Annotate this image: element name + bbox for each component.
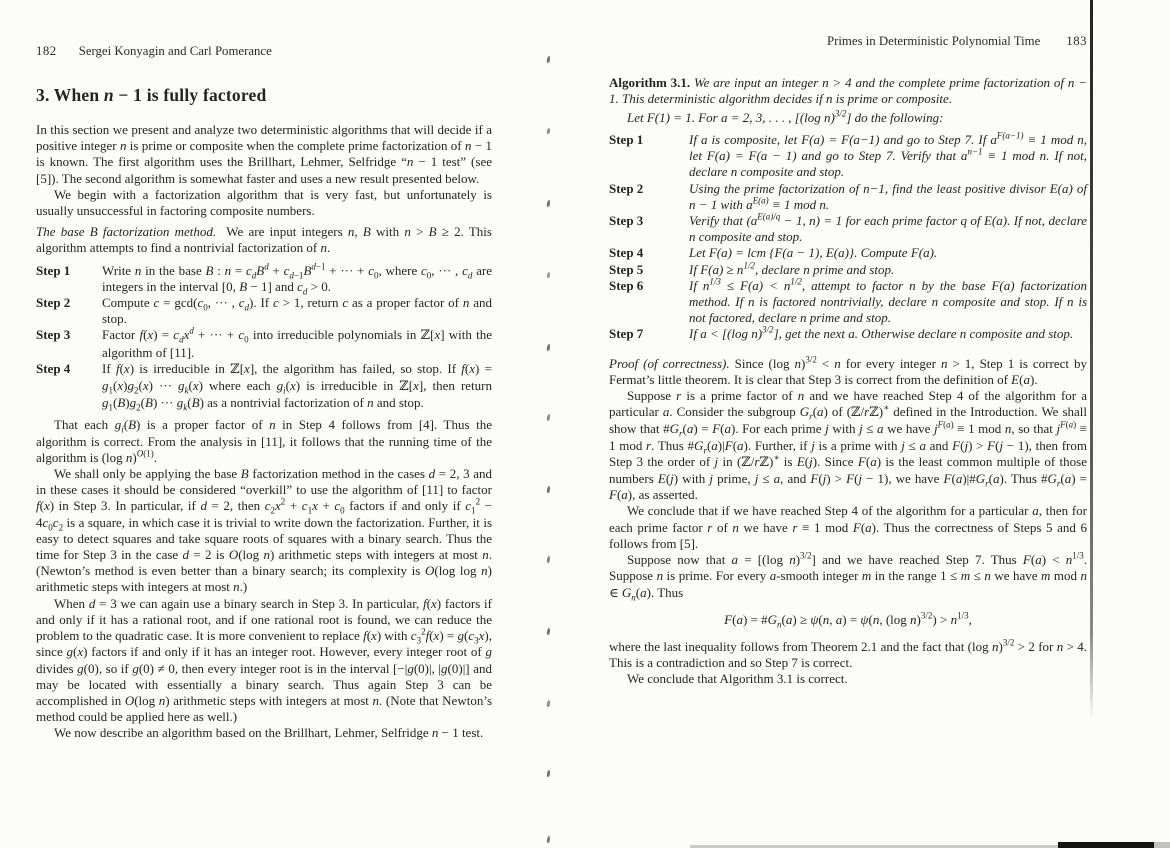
scan-artifact-mark: [546, 200, 550, 207]
paragraph-we-shall: We shall only be applying the base B factorization method in the cases d = 2, 3 and in these cases it should be considered “overkill” to use the algorithm of [11] to factor f(x) in Step 3. In particular, if d = 2, then $c_2x^2 + c_1x + c_0$ factors if and only if $c_1^2 - 4c_0c_2$ is a square, in which case it is trivial to write down the factorization. Further, it is easy to detect squares and take square roots of squares with a binary search. Thus the time for Step 3 in the case d = 2 is O(log n) arithmetic steps with integers at most n. (Newton’s method is even better than a binary search; its complexity is O(log log n) arithmetic steps with integers at most n.): [36, 466, 492, 595]
algorithm-label: Algorithm 3.1.: [609, 75, 691, 90]
paragraph-we-begin: We begin with a factorization algorithm that is very fast, but unfortunately is usually unsuccessful in factoring composite numbers.: [36, 186, 492, 219]
scan-artifact-mark: [546, 344, 550, 351]
closing-paragraph: We conclude that Algorithm 3.1 is correct.: [627, 671, 848, 687]
left-running-title: Sergei Konyagin and Carl Pomerance: [78, 44, 272, 58]
step-text: If $F(a) \ge n^{1/2}$, declare n prime and stop.: [689, 260, 895, 277]
proof-paragraph-2: Suppose r is a prime factor of n and we have reached Step 4 of the algorithm for a particular a. Consider the subgroup $G_r(a)$ of (ℤ/rℤ)∗ defined in the Introduction. We shall show that $\#G_r(a) = F(a)$. For each prime j with j ≤ a we have $j^{F(a)} \equiv 1$ mod n, so that $j^{F(a)} \equiv 1$ mod r. Thus $\#G_r(a)|F(a)$. Further, if j is a prime with j ≤ a and F(j) > F(j − 1), then from Step 3 the order of j in (ℤ/rℤ)∗ is E(j). Since F(a) is the least common multiple of those numbers E(j) with j prime, j ≤ a, and F(j) > F(j − 1), we have $F(a)|\#G_r(a)$. Thus $\#G_r(a) = F(a)$, as asserted.: [609, 388, 1088, 503]
proof-block: [609, 356, 1087, 688]
scan-artifact-mark: [546, 836, 550, 843]
step-label: Step 7: [609, 326, 644, 342]
scan-artifact-mark: [546, 486, 550, 493]
step-label: Step 1: [36, 262, 71, 278]
scan-artifact-mark: [547, 128, 551, 134]
right-running-title: Primes in Deterministic Polynomial Time: [827, 34, 1041, 48]
step-row: [609, 326, 1087, 342]
section-heading: 3. When n − 1 is fully factored: [36, 85, 267, 105]
algorithm-let-line: Let F(1) = 1. For a = 2, 3, . . . , [(log n)$^{3/2}$] do the following:: [627, 108, 944, 125]
paragraph-base-b-method: The base B factorization method. We are input integers n, B with n > B ≥ 2. This algorithm attempts to find a nontrivial factorization of n.: [36, 224, 492, 256]
step-text: Compute $c = \gcd(c_0$, ··· , $c_d$). If c > 1, return c as a proper factor of n and stop.: [102, 295, 492, 327]
proof-paragraph-3: We conclude that if we have reached Step 4 of the algorithm for a particular a, then for each prime factor r of n we have r ≡ 1 mod F(a). Thus the correctness of Steps 5 and 6 follows from [5].: [609, 503, 1087, 551]
right-running-head: [609, 34, 1087, 49]
step-text: Write n in the base B : $n = c_dB^d + c_{d-1}B^{d-1}$ + ··· + $c_0$, where $c_0$, ··· , $c_d$ are integers in the interval [0, B − 1] and $c_d > 0$.: [102, 261, 492, 297]
step-label: Step 1: [609, 132, 644, 148]
step-label: Step 2: [609, 180, 644, 196]
scan-artifact-mark: [546, 56, 550, 63]
step-text: Verify that ($a^{E(a)/q} - 1$, n) = 1 for each prime factor q of E(a). If not, declare n composite and stop.: [689, 211, 1087, 245]
step-label: Step 5: [609, 261, 644, 277]
left-page: [36, 44, 492, 742]
page-edge-line: [1090, 0, 1093, 720]
step-row: [609, 181, 1087, 213]
algorithm-intro: [609, 75, 1087, 108]
step-row: [609, 262, 1087, 278]
step-text: Factor $f(x) = c_dx^d$ + ··· + $c_0$ into irreducible polynomials in ℤ[x] with the algorithm of [11].: [102, 326, 492, 360]
step-label: Step 3: [609, 213, 644, 229]
step-row: [609, 132, 1087, 181]
step-text: If a is composite, let F(a) = F(a−1) and go to Step 7. If $a^{F(a-1)} \equiv 1$ mod n, let F(a) = F(a − 1) and go to Step 7. Verify that $a^{n-1} \equiv 1$ mod n. If not, declare n composite and stop.: [689, 130, 1087, 180]
step-text: If a < [(log n)$^{3/2}$], get the next a. Otherwise declare n composite and stop.: [689, 325, 1074, 342]
step-row: [609, 213, 1087, 245]
step-label: Step 6: [609, 277, 644, 293]
right-page: [609, 34, 1087, 688]
right-page-number: 183: [1066, 34, 1087, 48]
proof-paragraph-4: Suppose now that a = [(log n)$^{3/2}$] and we have reached Step 7. Thus $F(a) < n^{1/3}$. Suppose n is prime. For every a-smooth integer m in the range 1 ≤ m ≤ n we have m mod n ∈ $G_n(a)$. Thus: [609, 550, 1088, 603]
left-page-number: 182: [36, 44, 57, 58]
step-label: Step 3: [36, 327, 71, 343]
step-text: Using the prime factorization of n−1, find the least positive divisor E(a) of n − 1 with $a^{E(a)} \equiv 1$ mod n.: [689, 180, 1087, 212]
step-text: If f(x) is irreducible in ℤ[x], the algorithm has failed, so stop. If $f(x) = g_1(x)g_2(x)$ ··· $g_k(x)$ where each $g_i(x)$ is irreducible in ℤ[x], then return $g_1(B)g_2(B)$ ··· $g_k(B)$ as a nontrivial factorization of n and stop.: [102, 360, 492, 413]
step-row: [36, 295, 492, 327]
paragraph-when-d3: When d = 3 we can again use a binary search in Step 3. In particular, f(x) factors if and only if it has a rational root, and if one rational root is found, we can reduce the problem to the quadratic case. It is more convenient to replace f(x) with $c_3^2f(x) = g(c_3x)$, since g(x) factors if and only if it has an integer root. However, every integer root of g divides g(0), so if g(0) ≠ 0, then every integer root is in the interval [−|g(0)|, |g(0)|] and may be located with essentially a binary search. Thus again Step 3 can be accomplished in O(log n) arithmetic steps with integers at most n. (Note that Newton’s method could be applied here as well.): [36, 595, 492, 725]
algorithm-steps: [609, 132, 1087, 343]
step-row: [36, 263, 492, 295]
step-label: Step 4: [609, 245, 644, 261]
left-running-head: [36, 44, 492, 59]
scan-artifact-mark: [547, 272, 551, 278]
step-row: [609, 278, 1087, 327]
scan-artifact-mark: [546, 628, 550, 635]
proof-paragraph-1: Proof (of correctness). Since (log n)$^{3/2}$ < n for every integer n > 1, Step 1 is correct by Fermat’s little theorem. It is clear that Step 3 is correct from the definition of E(a).: [609, 354, 1087, 387]
scan-edge-corner: [1154, 842, 1170, 848]
paragraph-intro: In this section we present and analyze two deterministic algorithms that will decide if a positive integer n is prime or composite when the complete prime factorization of n − 1 is known. The first algorithm uses the Brillhart, Lehmer, Selfridge “n − 1 test” (see [5]). The second algorithm is somewhat faster and uses a new result presented below.: [36, 122, 492, 186]
paragraph-that-each: That each $g_i(B)$ is a proper factor of n in Step 4 follows from [4]. Thus the algorithm is correct. From the analysis in [11], it follows that the running time of the algorithm is (log n)$^{O(1)}$.: [36, 417, 492, 465]
scan-artifact-mark: [546, 770, 550, 777]
scan-artifact-mark: [546, 700, 550, 707]
step-text: If $n^{1/3} \le F(a) < n^{1/2}$, attempt to factor n by the base F(a) factorization method. If n is factored nontrivially, declare n composite and stop. If n is not factored, declare n prime and stop.: [689, 276, 1087, 326]
base-b-steps: [36, 263, 492, 412]
display-equation: $F(a) = \#G_n(a) \ge \psi(n$, a) = ψ(n, (log $n)^{3/2}) > n^{1/3}$,: [724, 610, 972, 630]
scan-edge-shadow: [1058, 842, 1154, 848]
step-label: Step 4: [36, 360, 71, 376]
step-row: [609, 245, 1087, 261]
where-paragraph: where the last inequality follows from Theorem 2.1 and the fact that (log n)$^{3/2}$ > 2 for n > 4. This is a contradiction and so Step 7 is correct.: [609, 637, 1087, 671]
step-row: [36, 361, 492, 412]
scan-artifact-mark: [546, 414, 550, 421]
step-label: Step 2: [36, 295, 71, 311]
scan-artifact-mark: [546, 556, 550, 563]
step-row: [36, 327, 492, 360]
step-text: Let F(a) = lcm {F(a − 1), E(a)}. Compute F(a).: [689, 245, 938, 261]
paragraph-we-now-describe: We now describe an algorithm based on the Brillhart, Lehmer, Selfridge n − 1 test.: [54, 725, 484, 741]
algorithm-intro-text: We are input an integer n > 4 and the complete prime factorization of n − 1. This deterministic algorithm decides if n is prime or composite.: [609, 75, 1087, 107]
